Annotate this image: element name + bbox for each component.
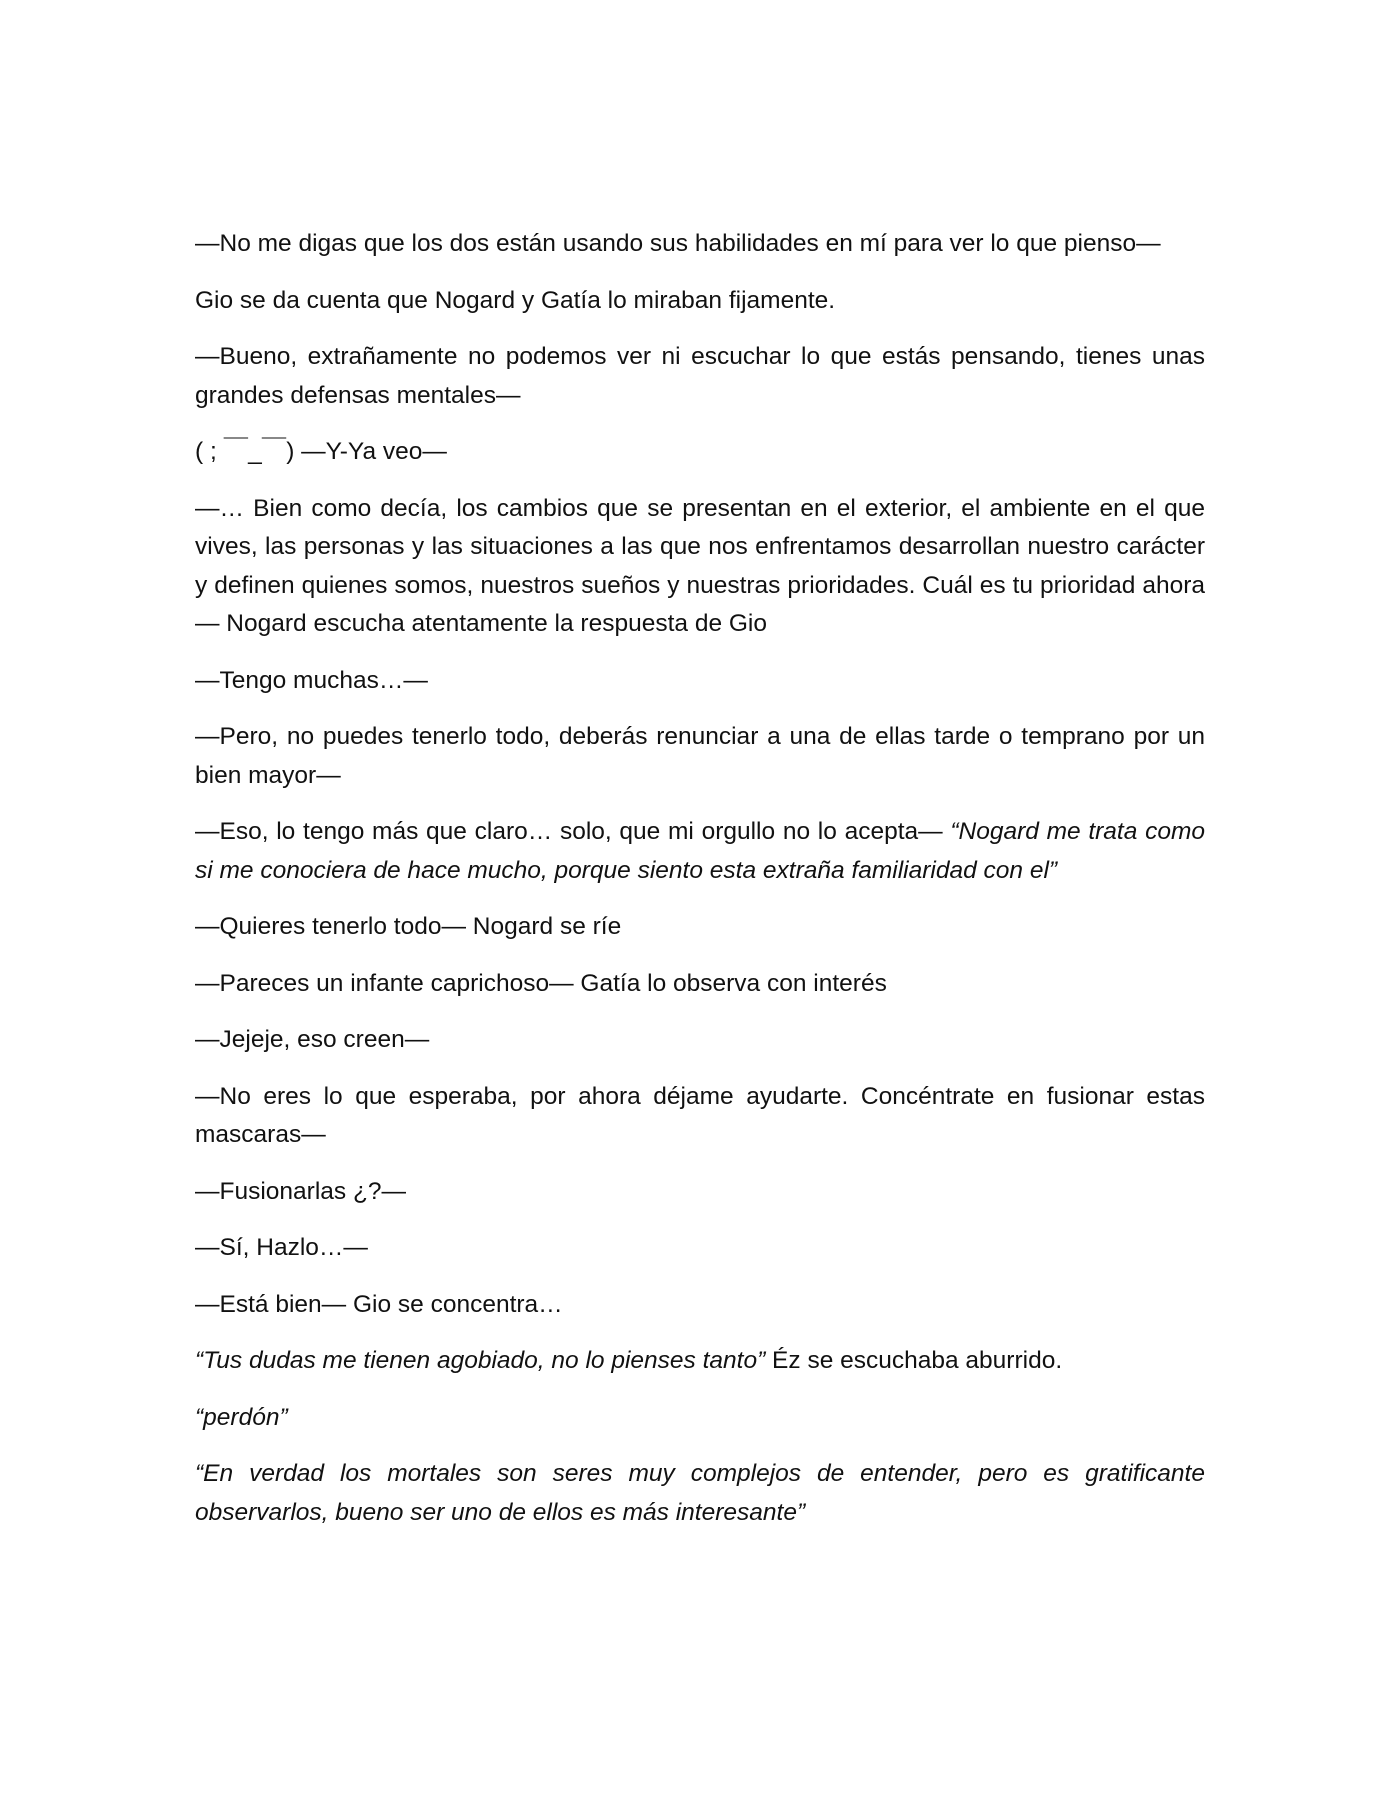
paragraph-10 xyxy=(195,965,1205,1004)
paragraph-text: —Jejeje, eso creen— xyxy=(195,1026,430,1053)
paragraph-14 xyxy=(195,1229,1205,1268)
paragraph-2 xyxy=(195,282,1205,321)
paragraph-5 xyxy=(195,490,1205,644)
paragraph-17 xyxy=(195,1399,1205,1438)
paragraph-italic-thought: “En verdad los mortales son seres muy complejos de entender, pero es gratificante observarlos, bueno ser uno de ellos es más interesante” xyxy=(195,1460,1205,1526)
paragraph-text: —Pero, no puedes tenerlo todo, deberás renunciar a una de ellas tarde o temprano por un bien mayor— xyxy=(195,723,1205,789)
paragraph-12 xyxy=(195,1078,1205,1155)
paragraph-text: —… Bien como decía, los cambios que se presentan en el exterior, el ambiente en el que vives, las personas y las situaciones a las que nos enfrentamos desarrollan nuestro carácter y definen quienes somos, nuestros sueños y nuestras prioridades. Cuál es tu prioridad ahora— Nogard escucha atentamente la respuesta de Gio xyxy=(195,494,1205,637)
paragraph-italic-thought: “perdón” xyxy=(195,1403,288,1431)
paragraph-6 xyxy=(195,662,1205,701)
paragraph-text: Éz se escuchaba aburrido. xyxy=(765,1347,1063,1374)
paragraph-text: —Eso, lo tengo más que claro… solo, que mi orgullo no lo acepta— xyxy=(195,818,951,845)
paragraph-3 xyxy=(195,338,1205,415)
paragraph-text: —Pareces un infante caprichoso— Gatía lo observa con interés xyxy=(195,969,887,997)
paragraph-text: —Sí, Hazlo…— xyxy=(195,1234,368,1261)
paragraph-8 xyxy=(195,813,1205,890)
paragraph-text: —Fusionarlas ¿?— xyxy=(195,1177,407,1205)
paragraph-text: —No eres lo que esperaba, por ahora déjame ayudarte. Concéntrate en fusionar estas mascaras— xyxy=(195,1082,1205,1148)
paragraph-4 xyxy=(195,433,1205,472)
document-page xyxy=(195,225,1205,1550)
paragraph-11 xyxy=(195,1021,1205,1060)
paragraph-18 xyxy=(195,1455,1205,1532)
paragraph-7 xyxy=(195,718,1205,795)
paragraph-italic-thought: “Nogard me trata como si me conociera de hace mucho, porque siento esta extraña familiaridad con el” xyxy=(195,818,1205,884)
paragraph-text: —Quieres tenerlo todo— Nogard se ríe xyxy=(195,913,622,940)
paragraph-text: —Tengo muchas…— xyxy=(195,666,428,694)
paragraph-9 xyxy=(195,908,1205,947)
paragraph-15 xyxy=(195,1286,1205,1325)
paragraph-13 xyxy=(195,1173,1205,1212)
paragraph-text: ( ; ￣_￣) —Y-Ya veo— xyxy=(195,438,447,465)
paragraph-16 xyxy=(195,1342,1205,1381)
paragraph-1 xyxy=(195,225,1205,264)
paragraph-text: —No me digas que los dos están usando sus habilidades en mí para ver lo que pienso— xyxy=(195,230,1161,257)
paragraph-text: Gio se da cuenta que Nogard y Gatía lo miraban fijamente. xyxy=(195,286,836,314)
paragraph-text: —Bueno, extrañamente no podemos ver ni escuchar lo que estás pensando, tienes unas grandes defensas mentales— xyxy=(195,343,1205,409)
paragraph-italic-thought: “Tus dudas me tienen agobiado, no lo pienses tanto” xyxy=(195,1347,766,1374)
paragraph-text: —Está bien— Gio se concentra… xyxy=(195,1290,563,1318)
